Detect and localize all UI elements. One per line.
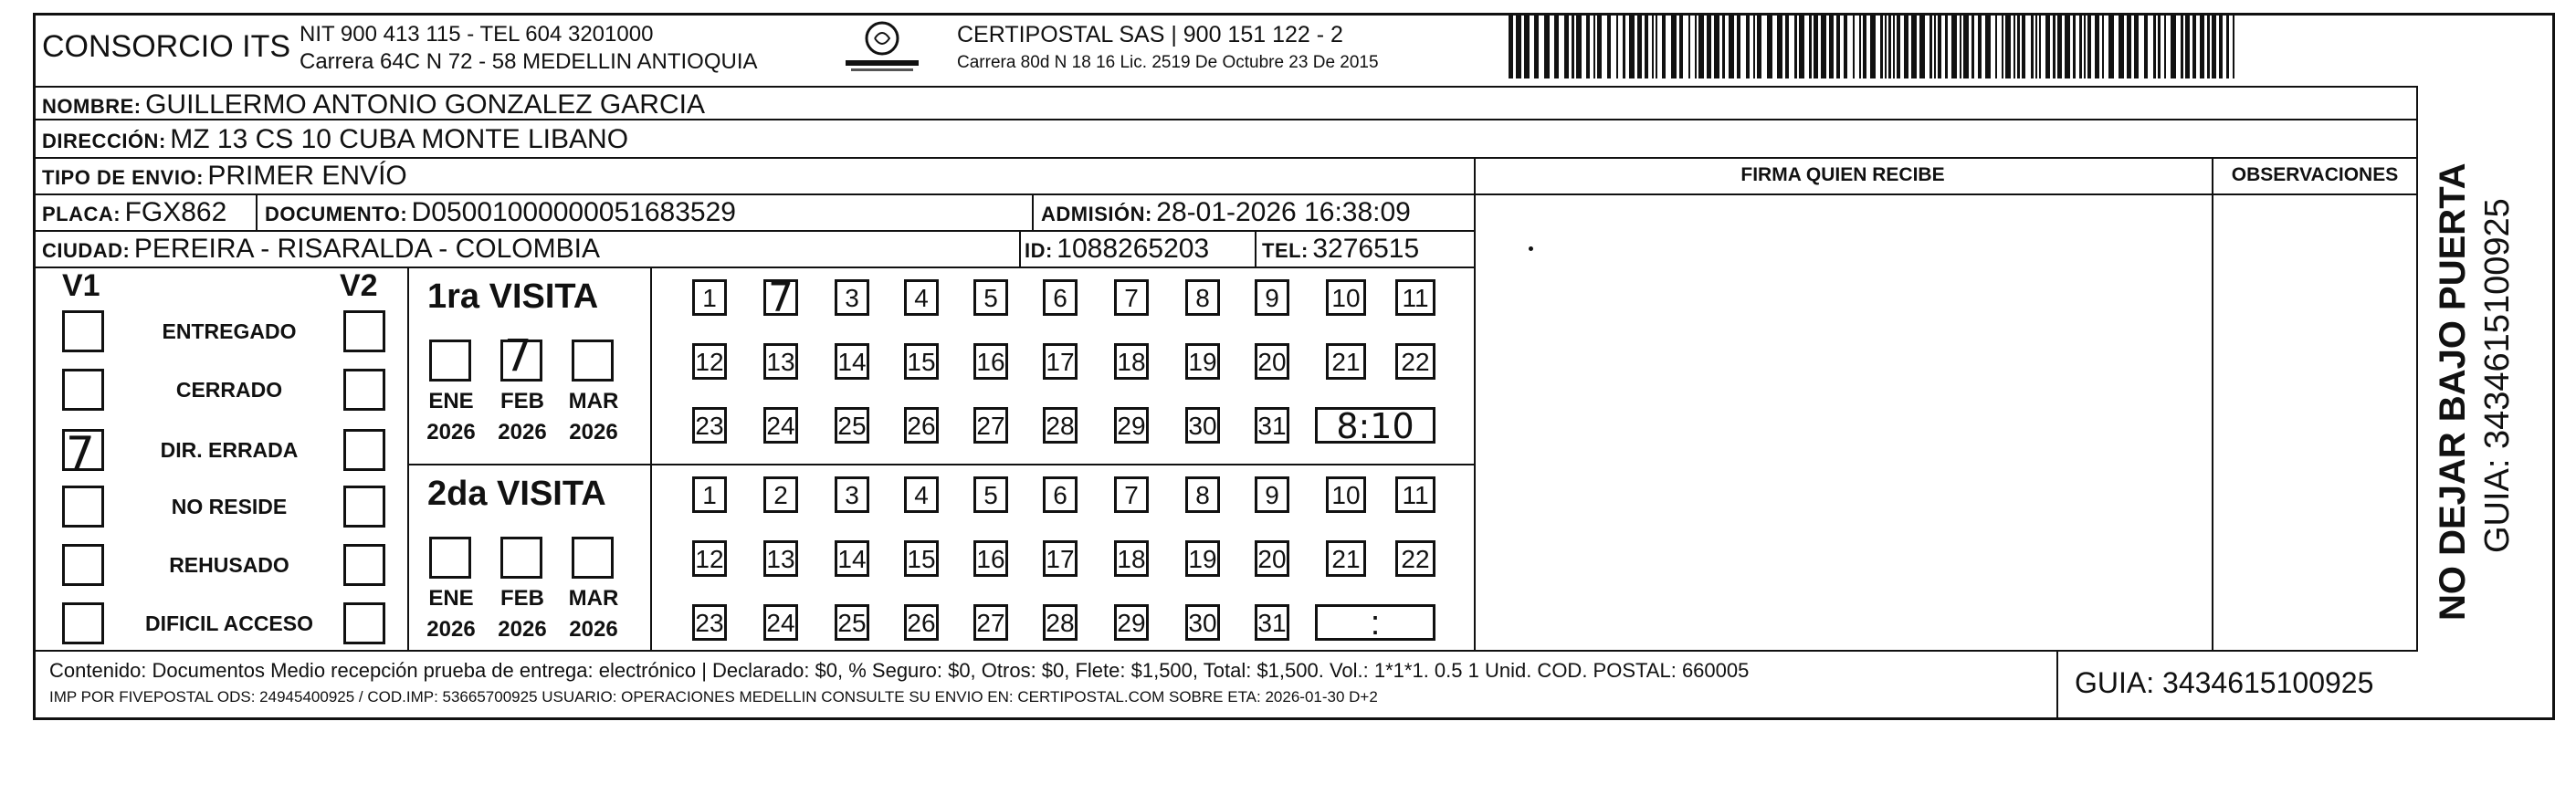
admision-value: 28-01-2026 16:38:09 — [1156, 197, 1411, 227]
barcode-bar — [1662, 15, 1666, 78]
v2-checkbox[interactable] — [343, 602, 385, 644]
day-box[interactable]: 8 — [1185, 279, 1220, 316]
barcode-bar — [1722, 15, 1725, 78]
day-box[interactable]: 19 — [1185, 343, 1220, 380]
v2-checkbox[interactable] — [343, 429, 385, 471]
barcode-bar — [1794, 15, 1797, 78]
year-label: 2026 — [569, 617, 618, 642]
day-box[interactable]: 25 — [835, 407, 869, 444]
barcode-bar — [2017, 15, 2020, 78]
barcode-bar — [1985, 15, 1991, 78]
day-box[interactable]: 31 — [1255, 604, 1289, 641]
barcode-bar — [1564, 15, 1569, 78]
documento-value: D05001000000051683529 — [411, 197, 736, 227]
day-box[interactable]: 1 — [692, 279, 727, 316]
barcode-bar — [1911, 15, 1917, 78]
barcode-bar — [1809, 15, 1812, 78]
barcode-bar — [1671, 15, 1677, 78]
barcode-bar — [2200, 15, 2204, 78]
barcode-bar — [2134, 15, 2139, 78]
barcode-bar — [1978, 15, 1982, 78]
barcode-bar — [1938, 15, 1941, 78]
day-box-marked[interactable] — [763, 275, 798, 321]
handwritten-check-mark: 7 — [66, 427, 95, 480]
day-box[interactable]: 10 — [1326, 476, 1366, 513]
side-guia: GUIA: 3434615100925 — [2478, 198, 2517, 553]
day-box[interactable]: 25 — [835, 604, 869, 641]
barcode-bar — [2164, 15, 2166, 78]
day-box[interactable]: 14 — [835, 540, 869, 577]
barcode-bar — [2102, 15, 2104, 78]
barcode-bar — [1656, 15, 1657, 78]
footer-guia: GUIA: 3434615100925 — [2075, 666, 2374, 699]
barcode-bar — [1836, 15, 1840, 78]
barcode-bar — [2233, 15, 2234, 78]
carrier-name: CERTIPOSTAL SAS | 900 151 122 - 2 — [957, 22, 1343, 47]
day-box[interactable]: 24 — [763, 604, 798, 641]
barcode-bar — [1893, 15, 1895, 78]
barcode-bar — [1534, 15, 1539, 78]
day-box[interactable]: 5 — [973, 476, 1008, 513]
placa-field — [42, 197, 226, 228]
barcode-bar — [2079, 15, 2082, 78]
visit-title: 1ra VISITA — [427, 277, 599, 316]
barcode-bar — [1597, 15, 1602, 78]
admision-field — [1041, 197, 1411, 228]
v2-checkbox[interactable] — [343, 544, 385, 586]
barcode-bar — [2039, 15, 2041, 78]
v2-checkbox[interactable] — [343, 310, 385, 352]
barcode-bar — [1929, 15, 1932, 78]
year-label: 2026 — [498, 617, 547, 642]
status-option-label: DIFICIL ACCESO — [144, 612, 313, 635]
year-label: 2026 — [569, 420, 618, 444]
tipo-envio-row — [42, 161, 407, 192]
barcode-bar — [1799, 15, 1804, 78]
day-box[interactable]: 15 — [904, 343, 939, 380]
month-label: ENE — [428, 389, 474, 413]
barcode-bar — [1859, 15, 1861, 78]
time-box[interactable]: 8:10 — [1315, 407, 1435, 444]
barcode-bar — [1586, 15, 1590, 78]
sender-address: Carrera 64C N 72 - 58 MEDELLIN ANTIOQUIA — [300, 49, 758, 74]
day-box[interactable]: 17 — [1043, 343, 1078, 380]
side-warning: NO DEJAR BAJO PUERTA — [2433, 162, 2473, 621]
visit-title: 2da VISITA — [427, 475, 606, 513]
barcode-bar — [2226, 15, 2229, 78]
barcode-bar — [1853, 15, 1855, 78]
carrier-address: Carrera 80d N 18 16 Lic. 2519 De Octubre 23 De 2015 — [957, 53, 1379, 72]
day-box[interactable]: 29 — [1114, 604, 1149, 641]
barcode-bar — [1863, 15, 1866, 78]
day-box[interactable]: 11 — [1395, 279, 1435, 316]
barcode-bar — [1767, 15, 1772, 78]
day-box[interactable]: 26 — [904, 604, 939, 641]
barcode-bar — [1688, 15, 1690, 78]
barcode-bar — [1746, 15, 1750, 78]
day-box[interactable]: 2 — [763, 476, 798, 513]
day-box[interactable]: 26 — [904, 407, 939, 444]
day-box[interactable]: 9 — [1255, 279, 1289, 316]
day-box[interactable]: 13 — [763, 540, 798, 577]
status-option-label: ENTREGADO — [162, 319, 297, 343]
barcode-bar — [1757, 15, 1761, 78]
day-box[interactable]: 20 — [1255, 540, 1289, 577]
observaciones-header: OBSERVACIONES — [2231, 164, 2399, 185]
barcode-bar — [2219, 15, 2223, 78]
month-checkbox[interactable] — [429, 537, 471, 579]
barcode-bar — [1904, 15, 1908, 78]
month-checkbox[interactable] — [572, 537, 614, 579]
day-box[interactable]: 3 — [835, 279, 869, 316]
day-box[interactable]: 11 — [1395, 476, 1435, 513]
day-box[interactable]: 1 — [692, 476, 727, 513]
direccion-label: DIRECCIÓN: — [42, 130, 166, 152]
time-box[interactable]: : — [1315, 604, 1435, 641]
barcode-bar — [2192, 15, 2196, 78]
barcode-bar — [2127, 15, 2131, 78]
barcode-bar — [1737, 15, 1740, 78]
barcode-bar — [1934, 15, 1936, 78]
barcode-bar — [2087, 15, 2091, 78]
year-label: 2026 — [426, 617, 476, 642]
barcode-bar — [2207, 15, 2210, 78]
barcode-bar — [2005, 15, 2011, 78]
month-label: FEB — [500, 586, 544, 611]
firma-header: FIRMA QUIEN RECIBE — [1740, 164, 1945, 185]
status-option-label: NO RESIDE — [171, 495, 288, 518]
barcode-bar — [1870, 15, 1876, 78]
sender-nit: NIT 900 413 115 - TEL 604 3201000 — [300, 22, 654, 47]
day-box[interactable]: 12 — [692, 540, 727, 577]
day-box[interactable]: 22 — [1395, 540, 1435, 577]
v1-checkbox[interactable] — [62, 544, 104, 586]
footer-contenido: Contenido: Documentos Medio recepción prueba de entrega: electrónico | Declarado: $0, % Seguro: $0, Otros: $0, Flete: $1,500, Total: $1,500. Vol.: 1*1*1. 0.5 1 Unid. COD. POSTAL: 660005 — [49, 659, 1750, 682]
day-box[interactable]: 13 — [763, 343, 798, 380]
barcode-bar — [2144, 15, 2148, 78]
barcode-bar — [1995, 15, 1997, 78]
barcode-bar — [1544, 15, 1550, 78]
tel-label: TEL: — [1262, 239, 1309, 262]
barcode-bar — [1951, 15, 1957, 78]
day-box[interactable]: 30 — [1185, 604, 1220, 641]
footer-imp: IMP POR FIVEPOSTAL ODS: 24945400925 / COD.IMP: 53665700925 USUARIO: OPERACIONES MEDELLIN CONSULTE SU ENVIO EN: CERTIPOSTAL.COM SOBRE ETA: 2026-01-30 D+2 — [49, 688, 1378, 706]
barcode-bar — [1821, 15, 1826, 78]
day-box[interactable]: 28 — [1043, 407, 1078, 444]
day-box[interactable]: 31 — [1255, 407, 1289, 444]
barcode-bar — [1554, 15, 1559, 78]
day-box[interactable]: 21 — [1326, 343, 1366, 380]
barcode-bar — [1945, 15, 1948, 78]
barcode-bar — [1616, 15, 1618, 78]
month-label: ENE — [428, 586, 474, 611]
nombre-label: NOMBRE: — [42, 95, 142, 118]
barcode-bar — [1897, 15, 1900, 78]
barcode-bar — [2108, 15, 2114, 78]
day-box[interactable]: 4 — [904, 476, 939, 513]
barcode-bar — [1707, 15, 1711, 78]
barcode-bar — [1698, 15, 1704, 78]
barcode-bar — [1509, 15, 1513, 78]
barcode-bar — [1576, 15, 1582, 78]
tipo-envio-value: PRIMER ENVÍO — [207, 161, 407, 191]
barcode-bar — [2095, 15, 2099, 78]
barcode-bar — [2065, 15, 2070, 78]
barcode-bar — [2031, 15, 2034, 78]
day-box[interactable]: 12 — [692, 343, 727, 380]
barcode-bar — [2002, 15, 2003, 78]
barcode-bar — [1777, 15, 1782, 78]
barcode-bar — [1607, 15, 1611, 78]
barcode-bar — [2045, 15, 2050, 78]
v1-header: V1 — [62, 268, 100, 303]
barcode-bar — [2212, 15, 2216, 78]
tel-field — [1262, 234, 1419, 265]
day-box[interactable]: 16 — [973, 540, 1008, 577]
month-checkbox[interactable] — [429, 340, 471, 382]
day-box[interactable]: 27 — [973, 604, 1008, 641]
barcode-bar — [1679, 15, 1683, 78]
day-box[interactable]: 9 — [1255, 476, 1289, 513]
barcode-bar — [1593, 15, 1595, 78]
barcode-bar — [1516, 15, 1521, 78]
barcode — [1509, 15, 2239, 78]
v1-checkbox[interactable] — [62, 486, 104, 528]
barcode-bar — [2153, 15, 2156, 78]
barcode-bar — [2181, 15, 2183, 78]
v2-checkbox[interactable] — [343, 486, 385, 528]
status-option-label: REHUSADO — [169, 553, 289, 577]
barcode-bar — [1637, 15, 1642, 78]
direccion-row — [42, 124, 628, 155]
documento-field — [265, 197, 736, 228]
barcode-bar — [2119, 15, 2124, 78]
day-box[interactable]: 16 — [973, 343, 1008, 380]
day-box[interactable]: 20 — [1255, 343, 1289, 380]
barcode-bar — [1971, 15, 1974, 78]
month-checkbox[interactable] — [500, 537, 542, 579]
month-label: MAR — [568, 389, 619, 413]
day-box[interactable]: 28 — [1043, 604, 1078, 641]
v1-checkbox[interactable] — [62, 369, 104, 411]
id-label: ID: — [1025, 239, 1053, 262]
year-label: 2026 — [426, 420, 476, 444]
barcode-bar — [1963, 15, 1969, 78]
barcode-bar — [1753, 15, 1755, 78]
day-box[interactable]: 10 — [1326, 279, 1366, 316]
day-box[interactable]: 7 — [1114, 476, 1149, 513]
v1-checkbox[interactable] — [62, 602, 104, 644]
sender-company: CONSORCIO ITS — [42, 29, 291, 64]
day-box[interactable]: 27 — [973, 407, 1008, 444]
day-box[interactable]: 23 — [692, 407, 727, 444]
v2-checkbox[interactable] — [343, 369, 385, 411]
ciudad-label: CIUDAD: — [42, 239, 131, 262]
barcode-bar — [1960, 15, 1961, 78]
barcode-bar — [2158, 15, 2161, 78]
month-checkbox[interactable] — [572, 340, 614, 382]
signature-mark — [1529, 246, 1533, 251]
barcode-bar — [1524, 15, 1530, 78]
day-box[interactable]: 15 — [904, 540, 939, 577]
tel-value: 3276515 — [1312, 234, 1420, 264]
barcode-bar — [2057, 15, 2062, 78]
barcode-bar — [1714, 15, 1719, 78]
ciudad-value: PEREIRA - RISARALDA - COLOMBIA — [133, 234, 600, 264]
day-box[interactable]: 29 — [1114, 407, 1149, 444]
certipostal-logo-icon — [838, 18, 926, 75]
admision-label: ADMISIÓN: — [1041, 203, 1152, 225]
ciudad-field — [42, 234, 600, 265]
barcode-bar — [1844, 15, 1847, 78]
barcode-bar — [2053, 15, 2056, 78]
barcode-bar — [2013, 15, 2015, 78]
barcode-bar — [1885, 15, 1887, 78]
barcode-bar — [1695, 15, 1697, 78]
day-box[interactable]: 22 — [1395, 343, 1435, 380]
nombre-row — [42, 89, 705, 120]
day-box[interactable]: 8 — [1185, 476, 1220, 513]
barcode-bar — [1572, 15, 1574, 78]
handwritten-month-mark: 7 — [504, 330, 532, 382]
day-box[interactable]: 4 — [904, 279, 939, 316]
day-box[interactable]: 18 — [1114, 540, 1149, 577]
month-label: MAR — [568, 586, 619, 611]
barcode-bar — [2084, 15, 2086, 78]
day-box[interactable]: 21 — [1326, 540, 1366, 577]
barcode-bar — [1652, 15, 1654, 78]
day-box[interactable]: 6 — [1043, 476, 1078, 513]
year-label: 2026 — [498, 420, 547, 444]
day-box[interactable]: 24 — [763, 407, 798, 444]
v2-header: V2 — [340, 268, 378, 303]
day-box[interactable]: 6 — [1043, 279, 1078, 316]
barcode-bar — [2185, 15, 2190, 78]
barcode-bar — [1814, 15, 1818, 78]
barcode-bar — [1919, 15, 1925, 78]
barcode-bar — [2171, 15, 2176, 78]
day-box[interactable]: 3 — [835, 476, 869, 513]
documento-label: DOCUMENTO: — [265, 203, 408, 225]
barcode-bar — [2073, 15, 2076, 78]
day-box[interactable]: 14 — [835, 343, 869, 380]
barcode-bar — [1645, 15, 1648, 78]
v1-checkbox[interactable] — [62, 310, 104, 352]
barcode-bar — [1623, 15, 1625, 78]
day-box[interactable]: 23 — [692, 604, 727, 641]
barcode-bar — [1729, 15, 1734, 78]
placa-label: PLACA: — [42, 203, 121, 225]
day-box[interactable]: 7 — [1114, 279, 1149, 316]
barcode-bar — [1829, 15, 1834, 78]
barcode-bar — [1629, 15, 1635, 78]
handwritten-day-mark: 7 — [768, 275, 794, 321]
direccion-value: MZ 13 CS 10 CUBA MONTE LIBANO — [170, 124, 629, 154]
day-box[interactable]: 19 — [1185, 540, 1220, 577]
barcode-bar — [2022, 15, 2025, 78]
barcode-bar — [2035, 15, 2037, 78]
day-box[interactable]: 30 — [1185, 407, 1220, 444]
status-option-label: CERRADO — [175, 378, 283, 402]
month-label: FEB — [500, 389, 544, 413]
nombre-value: GUILLERMO ANTONIO GONZALEZ GARCIA — [145, 89, 705, 120]
status-option-label: DIR. ERRADA — [160, 438, 299, 462]
tipo-envio-label: TIPO DE ENVIO: — [42, 166, 204, 189]
day-box[interactable]: 5 — [973, 279, 1008, 316]
id-value: 1088265203 — [1057, 234, 1210, 264]
day-box[interactable]: 18 — [1114, 343, 1149, 380]
barcode-bar — [1888, 15, 1891, 78]
barcode-bar — [1785, 15, 1789, 78]
placa-value: FGX862 — [124, 197, 227, 227]
day-box[interactable]: 17 — [1043, 540, 1078, 577]
barcode-bar — [1880, 15, 1883, 78]
id-field — [1025, 234, 1209, 265]
